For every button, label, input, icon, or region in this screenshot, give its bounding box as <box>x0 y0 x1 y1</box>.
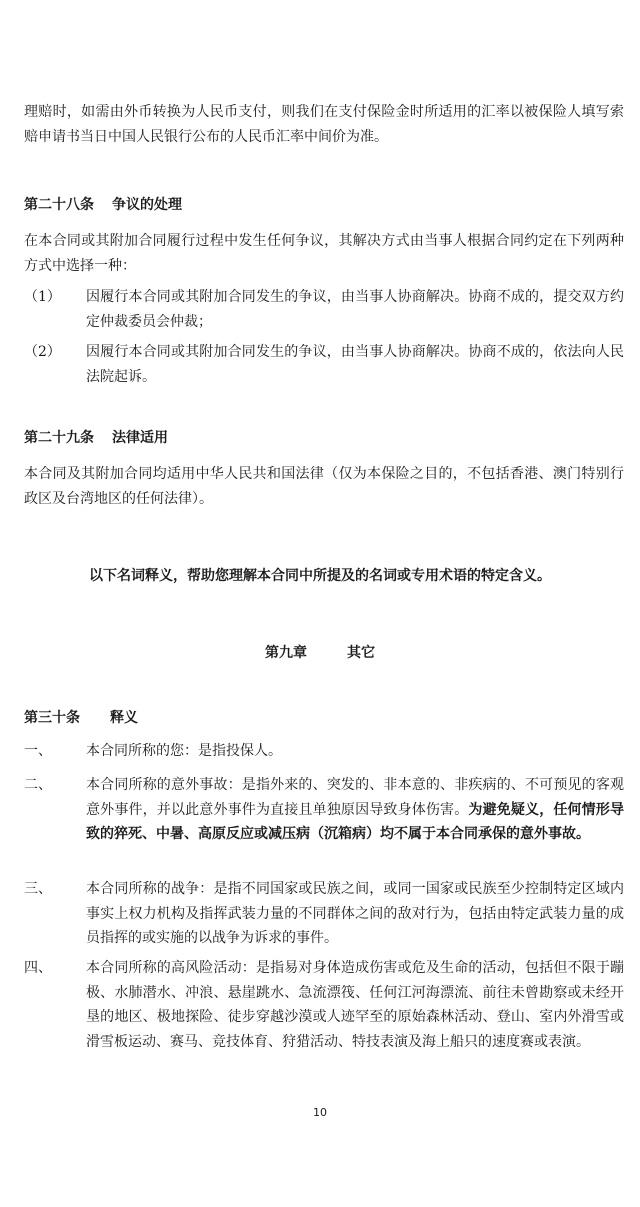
definition-text <box>86 739 624 764</box>
list-item-text: 因履行本合同或其附加合同发生的争议，由当事人协商解决。协商不成的，提交双方约定仲裁委员会仲裁； <box>86 289 624 330</box>
definition-number: 一、 <box>24 743 52 759</box>
article-29-body: 本合同及其附加合同均适用中华人民共和国法律（仅为本保险之目的，不包括香港、澳门特别行政区及台湾地区的任何法律）。 <box>24 466 624 507</box>
article-29-heading <box>24 428 624 448</box>
definition-number: 二、 <box>24 777 52 793</box>
list-item-number: （2） <box>24 344 61 360</box>
article-29-number: 第二十九条 <box>24 430 94 446</box>
intro-paragraph: 理赔时，如需由外币转换为人民币支付，则我们在支付保险金时所适用的汇率以被保险人填写索赔申请书当日中国人民银行公布的人民币汇率中间价为准。 <box>24 104 624 145</box>
definition-text-normal: 本合同所称的意外事故：是指外来的、突发的、非本意的、非疾病的、不可预见的客观意外事件，并以此意外事件为直接且单独原因导致身体伤害。 <box>86 777 624 818</box>
definition-text <box>86 956 624 1054</box>
chapter-number: 第九章 <box>265 645 307 661</box>
definition-text <box>86 773 624 847</box>
article-28-title: 争议的处理 <box>112 197 182 213</box>
definition-text-normal: 本合同所称的高风险活动：是指易对身体造成伤害或危及生命的活动，包括但不限于蹦极、水肺潜水、冲浪、悬崖跳水、急流漂筏、任何江河海漂流、前往未曾勘察或未经开垦的地区、极地探险、徒步穿越沙漠或人迹罕至的原始森林活动、登山、室内外滑雪或滑雪板运动、赛马、竞技体育、狩猎活动、特技表演及海上船只的速度赛或表演。 <box>86 960 624 1050</box>
article-30-number: 第三十条 <box>24 710 80 726</box>
definition-number: 三、 <box>24 881 52 897</box>
definition-text-bold: 为避免疑义，任何情形导致的猝死、中暑、高原反应或减压病（沉箱病）均不属于本合同承保的意外事故。 <box>86 801 625 842</box>
article-30-title: 释义 <box>110 710 138 726</box>
article-30-heading <box>24 708 624 728</box>
definition-text-normal: 本合同所称的您：是指投保人。 <box>86 743 282 759</box>
definition-text-normal: 本合同所称的战争：是指不同国家或民族之间，或同一国家或民族至少控制特定区域内事实上权力机构及指挥武装力量的不同群体之间的敌对行为，包括由特定武装力量的成员指挥的或实施的以战争为诉求的事件。 <box>86 881 624 946</box>
article-28-number: 第二十八条 <box>24 197 94 213</box>
page-number: 10 <box>313 1106 327 1119</box>
list-item-number: （1） <box>24 289 61 305</box>
article-28-body: 在本合同或其附加合同履行过程中发生任何争议，其解决方式由当事人根据合同约定在下列两种方式中选择一种： <box>24 233 624 274</box>
chapter-heading <box>0 643 640 663</box>
chapter-title: 其它 <box>347 645 375 661</box>
article-28-heading <box>24 195 624 215</box>
definition-text <box>86 877 624 951</box>
definitions-notice: 以下名词释义，帮助您理解本合同中所提及的名词或专用术语的特定含义。 <box>89 568 551 584</box>
list-item-text: 因履行本合同或其附加合同发生的争议，由当事人协商解决。协商不成的，依法向人民法院起诉。 <box>86 344 624 385</box>
article-29-title: 法律适用 <box>112 430 168 446</box>
definition-number: 四、 <box>24 960 52 976</box>
